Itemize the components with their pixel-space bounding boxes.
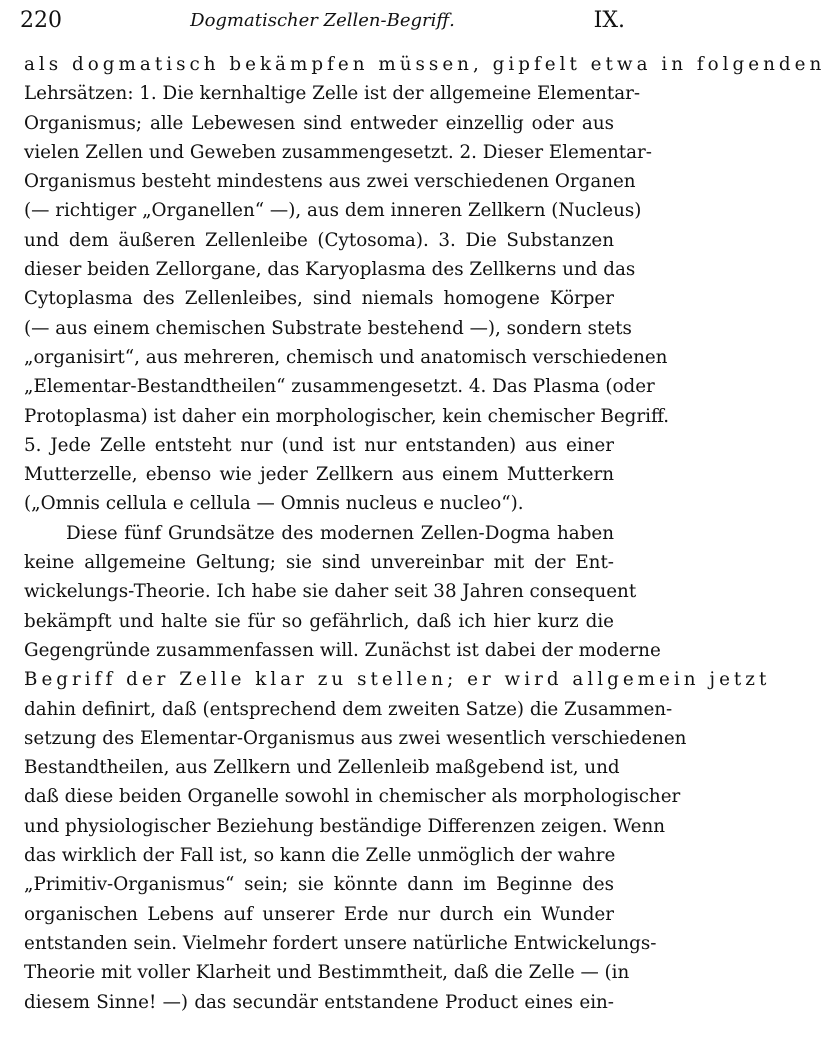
running-title: Dogmatischer Zellen-Begriff. — [190, 10, 455, 31]
text-line: vielen Zellen und Geweben zusammengesetzt. 2. Dieser Elementar- — [24, 141, 652, 163]
text-line: Mutterzelle, ebenso wie jeder Zellkern aus einem Mutterkern — [24, 464, 614, 486]
text-line: Gegengründe zusammenfassen will. Zunächst ist dabei der moderne — [24, 639, 661, 661]
text-line: Organismus besteht mindestens aus zwei verschiedenen Organen — [24, 171, 636, 193]
text-line: setzung des Elementar-Organismus aus zwei wesentlich verschiedenen — [24, 727, 687, 749]
text-line: dahin definirt, daß (entsprechend dem zweiten Satze) die Zusammen- — [24, 698, 673, 720]
text-line: („Omnis cellula e cellula — Omnis nucleus e nucleo“). — [24, 493, 524, 515]
text-line: Organismus; alle Lebewesen sind entweder einzellig oder aus — [24, 112, 614, 134]
text-line: wickelungs-Theorie. Ich habe sie daher seit 38 Jahren consequent — [24, 581, 637, 603]
page-header — [20, 6, 625, 36]
text-line: „Primitiv-Organismus“ sein; sie könnte dann im Beginne des — [24, 874, 614, 896]
text-line: bekämpft und halte sie für so gefährlich, daß ich hier kurz die — [24, 610, 614, 632]
text-line: Diese fünf Grundsätze des modernen Zellen-Dogma haben — [66, 522, 614, 544]
body-text — [24, 50, 825, 1017]
chapter-number: IX. — [593, 8, 625, 33]
text-line: 5. Jede Zelle entsteht nur (und ist nur entstanden) aus einer — [24, 434, 614, 456]
text-line: Cytoplasma des Zellenleibes, sind niemals homogene Körper — [24, 288, 614, 310]
text-line: „Elementar-Bestandtheilen“ zusammengesetzt. 4. Das Plasma (oder — [24, 376, 655, 398]
page-number: 220 — [20, 8, 62, 33]
text-line: und physiologischer Beziehung beständige Differenzen zeigen. Wenn — [24, 815, 666, 837]
text-line: Protoplasma) ist daher ein morphologischer, kein chemischer Begriff. — [24, 405, 670, 427]
text-line: daß diese beiden Organelle sowohl in chemischer als morphologischer — [24, 786, 681, 808]
text-line: das wirklich der Fall ist, so kann die Zelle unmöglich der wahre — [24, 845, 616, 867]
text-line: Begriff der Zelle klar zu stellen; er wird allgemein jetzt — [24, 669, 771, 691]
text-line: diesem Sinne! —) das secundär entstandene Product eines ein- — [24, 991, 614, 1013]
text-line: Bestandtheilen, aus Zellkern und Zellenleib maßgebend ist, und — [24, 757, 620, 779]
text-line: (— aus einem chemischen Substrate bestehend —), sondern stets — [24, 317, 632, 339]
text-line: organischen Lebens auf unserer Erde nur durch ein Wunder — [24, 903, 614, 925]
text-line: und dem äußeren Zellenleibe (Cytosoma). 3. Die Substanzen — [24, 229, 614, 251]
text-line: Lehrsätzen: 1. Die kernhaltige Zelle ist der allgemeine Elementar- — [24, 83, 641, 105]
text-line: dieser beiden Zellorgane, das Karyoplasma des Zellkerns und das — [24, 259, 636, 281]
text-line: „organisirt“, aus mehreren, chemisch und anatomisch verschiedenen — [24, 346, 668, 368]
text-line: als dogmatisch bekämpfen müssen, gipfelt etwa in folgenden — [24, 54, 825, 75]
text-line: Theorie mit voller Klarheit und Bestimmtheit, daß die Zelle — (in — [24, 962, 630, 984]
text-line: (— richtiger „Organellen“ —), aus dem inneren Zellkern (Nucleus) — [24, 200, 642, 222]
text-line: keine allgemeine Geltung; sie sind unvereinbar mit der Ent- — [24, 552, 614, 574]
text-line: entstanden sein. Vielmehr fordert unsere natürliche Entwickelungs- — [24, 932, 657, 954]
